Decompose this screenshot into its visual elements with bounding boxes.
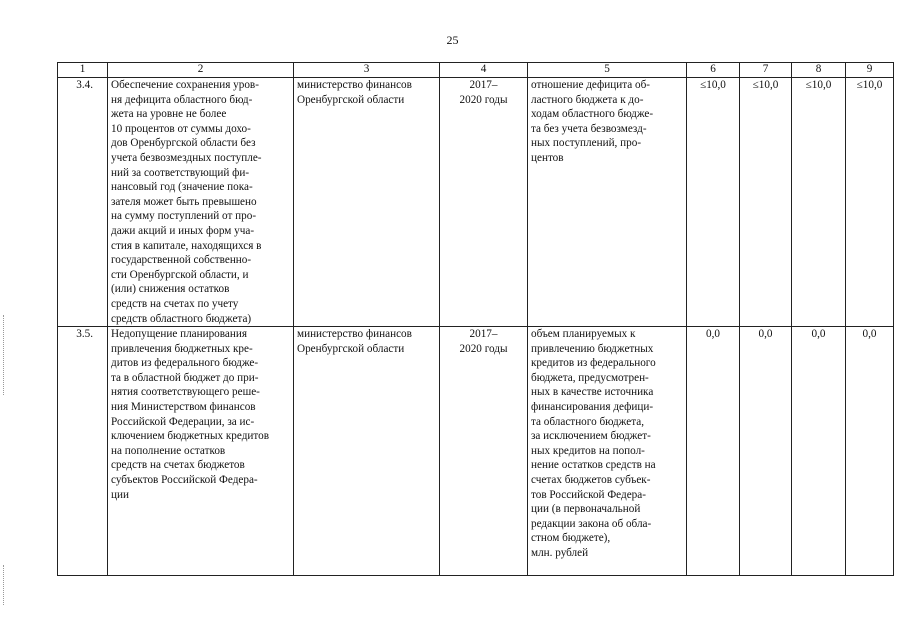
column-header: 5	[528, 63, 687, 78]
value-cell: 0,0	[792, 327, 846, 576]
value-cell: ≤10,0	[687, 78, 740, 327]
executor-cell: министерство финансов Оренбургской области	[294, 78, 440, 327]
measure-description: Обеспечение сохранения уров- ня дефицита областного бюд- жета на уровне не более 10 процентов от суммы дохо- дов Оренбургской области без учета безвозмездных поступле- ний за соответствующий фи- нансовый год (значение пока- зателя может быть превышено на сумму поступлений от про- дажи акций и иных форм уча- стия в капитале, находящихся в государственной собственно- сти Оренбургской области, и (или) снижения остатков средств на счетах по учету средств областного бюджета)	[108, 78, 294, 327]
column-header: 9	[846, 63, 894, 78]
scan-margin-marks	[3, 315, 6, 395]
table-header-row	[58, 63, 894, 78]
indicator-cell: объем планируемых к привлечению бюджетных кредитов из федерального бюджета, предусмотрен- ных в качестве источника финансирования дефици- та областного бюджета, за исключением бюджет- ных кредитов на попол- нение остатков средств на счетах бюджетов субъек- тов Российской Федера- ции (в первоначальной редакции закона об обла- стном бюджете), млн. рублей	[528, 327, 687, 576]
column-header: 1	[58, 63, 108, 78]
value-cell: ≤10,0	[846, 78, 894, 327]
column-header: 8	[792, 63, 846, 78]
indicator-cell: отношение дефицита об- ластного бюджета к до- ходам областного бюдже- та без учета безвозмезд- ных поступлений, про- центов	[528, 78, 687, 327]
value-cell: 0,0	[846, 327, 894, 576]
value-cell: 0,0	[740, 327, 792, 576]
value-cell: 0,0	[687, 327, 740, 576]
column-header: 7	[740, 63, 792, 78]
value-cell: ≤10,0	[740, 78, 792, 327]
period-cell: 2017– 2020 годы	[440, 78, 528, 327]
executor-cell: министерство финансов Оренбургской области	[294, 327, 440, 576]
value-cell: ≤10,0	[792, 78, 846, 327]
scan-margin-marks	[3, 565, 6, 605]
period-cell: 2017– 2020 годы	[440, 327, 528, 576]
table-row	[58, 78, 894, 327]
row-number: 3.5.	[58, 327, 108, 576]
table-row	[58, 327, 894, 576]
page-number: 25	[446, 33, 459, 47]
measure-description: Недопущение планирования привлечения бюджетных кре- дитов из федерального бюдже- та в областной бюджет до при- нятия соответствующего реше- ния Министерством финансов Российской Федерации, за ис- ключением бюджетных кредитов на пополнение остатков средств на счетах бюджетов субъектов Российской Федера- ции	[108, 327, 294, 576]
row-number: 3.4.	[58, 78, 108, 327]
document-table	[57, 62, 894, 576]
column-header: 2	[108, 63, 294, 78]
column-header: 4	[440, 63, 528, 78]
column-header: 3	[294, 63, 440, 78]
column-header: 6	[687, 63, 740, 78]
